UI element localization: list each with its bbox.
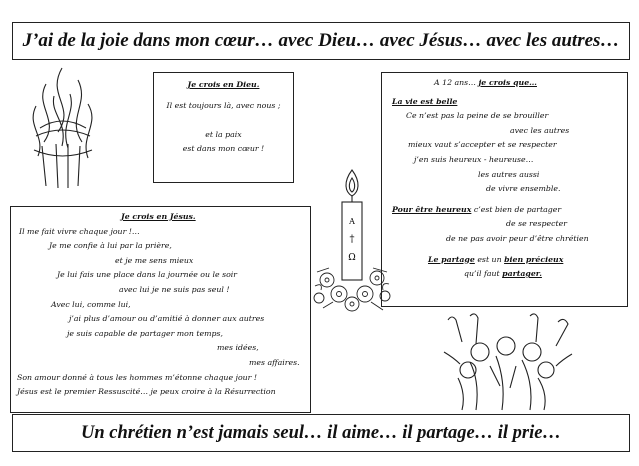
heureux-line: [382, 203, 627, 218]
box-jesus-line: avec lui je ne suis pas seul !: [119, 284, 230, 294]
vie-line: Ce n’est pas la peine de se brouiller: [406, 111, 549, 121]
vie-line: mieux vaut s’accepter et se respecter: [408, 140, 557, 150]
crowd-raised-arms-illustration: [440, 312, 576, 412]
vie-line: de vivre ensemble.: [486, 184, 561, 194]
box-jesus-line: mes idées,: [217, 343, 259, 353]
box-jesus-line: Je me confie à lui par la prière,: [49, 241, 172, 251]
vie-line: avec les autres: [510, 125, 570, 135]
partager-prefix: qu’il faut: [464, 269, 503, 279]
vie-label: La vie est belle: [392, 96, 458, 106]
candle-cross: †: [349, 234, 355, 245]
believe-in-jesus-box: [10, 206, 311, 413]
heading-prefix: A 12 ans…: [434, 78, 479, 87]
paschal-candle-illustration: [313, 168, 391, 314]
box-jesus-line: j’ai plus d’amour ou d’amitié à donner aux autres: [69, 314, 265, 324]
heureux-text: c’est bien de partager: [471, 204, 562, 214]
partage-mid: est un: [474, 254, 505, 264]
box-jesus-line: Avec lui, comme lui,: [51, 299, 131, 309]
partager-emphasis: partager.: [502, 269, 542, 279]
box-jesus-heading: Je crois en Jésus.: [121, 212, 196, 221]
heureux-line: de ne pas avoir peur d’être chrétien: [446, 233, 589, 243]
footer-slogan: Un chrétien n’est jamais seul… il aime… il partage… il prie…: [12, 414, 630, 452]
box-jesus-line: mes affaires.: [249, 357, 300, 367]
page-title: J’ai de la joie dans mon cœur… avec Dieu… avec Jésus… avec les autres…: [12, 22, 630, 60]
box-dieu-heading: Je crois en Dieu.: [187, 80, 260, 89]
box-12ans-heading: [382, 76, 627, 91]
heading-emphasis: je crois que…: [478, 78, 537, 87]
heureux-line: de se respecter: [506, 219, 567, 229]
vie-line: j’en suis heureux - heureuse…: [414, 154, 534, 164]
candle-alpha: A: [349, 217, 355, 226]
box-jesus-line: Son amour donné à tous les hommes m’étonne chaque jour !: [17, 372, 258, 382]
partage-line: [382, 253, 627, 268]
box-jesus-line: je suis capable de partager mon temps,: [67, 328, 223, 338]
flame-hands-illustration: [16, 66, 108, 190]
at-12-years-box: [381, 72, 628, 307]
partage-emphasis: bien précieux: [504, 254, 564, 264]
vie-line: les autres aussi: [478, 169, 540, 179]
box-dieu-line: et la paix: [205, 129, 242, 139]
box-jesus-line: et je me sens mieux: [115, 255, 194, 265]
box-dieu-line: Il est toujours là, avec nous ;: [166, 100, 281, 110]
box-jesus-line: Jésus est le premier Ressuscité… je peux croire à la Résurrection: [17, 387, 276, 397]
candle-omega: Ω: [348, 253, 356, 263]
box-jesus-line: Je lui fais une place dans la journée ou le soir: [57, 270, 237, 280]
partage-label: Le partage: [428, 254, 475, 264]
box-dieu-line: [154, 113, 293, 128]
believe-in-god-box: [153, 72, 294, 183]
partager-line: [382, 267, 627, 282]
heureux-label: Pour être heureux: [392, 204, 472, 214]
box-jesus-line: Il me fait vivre chaque jour !…: [19, 226, 140, 236]
box-dieu-line: est dans mon cœur !: [182, 144, 265, 154]
